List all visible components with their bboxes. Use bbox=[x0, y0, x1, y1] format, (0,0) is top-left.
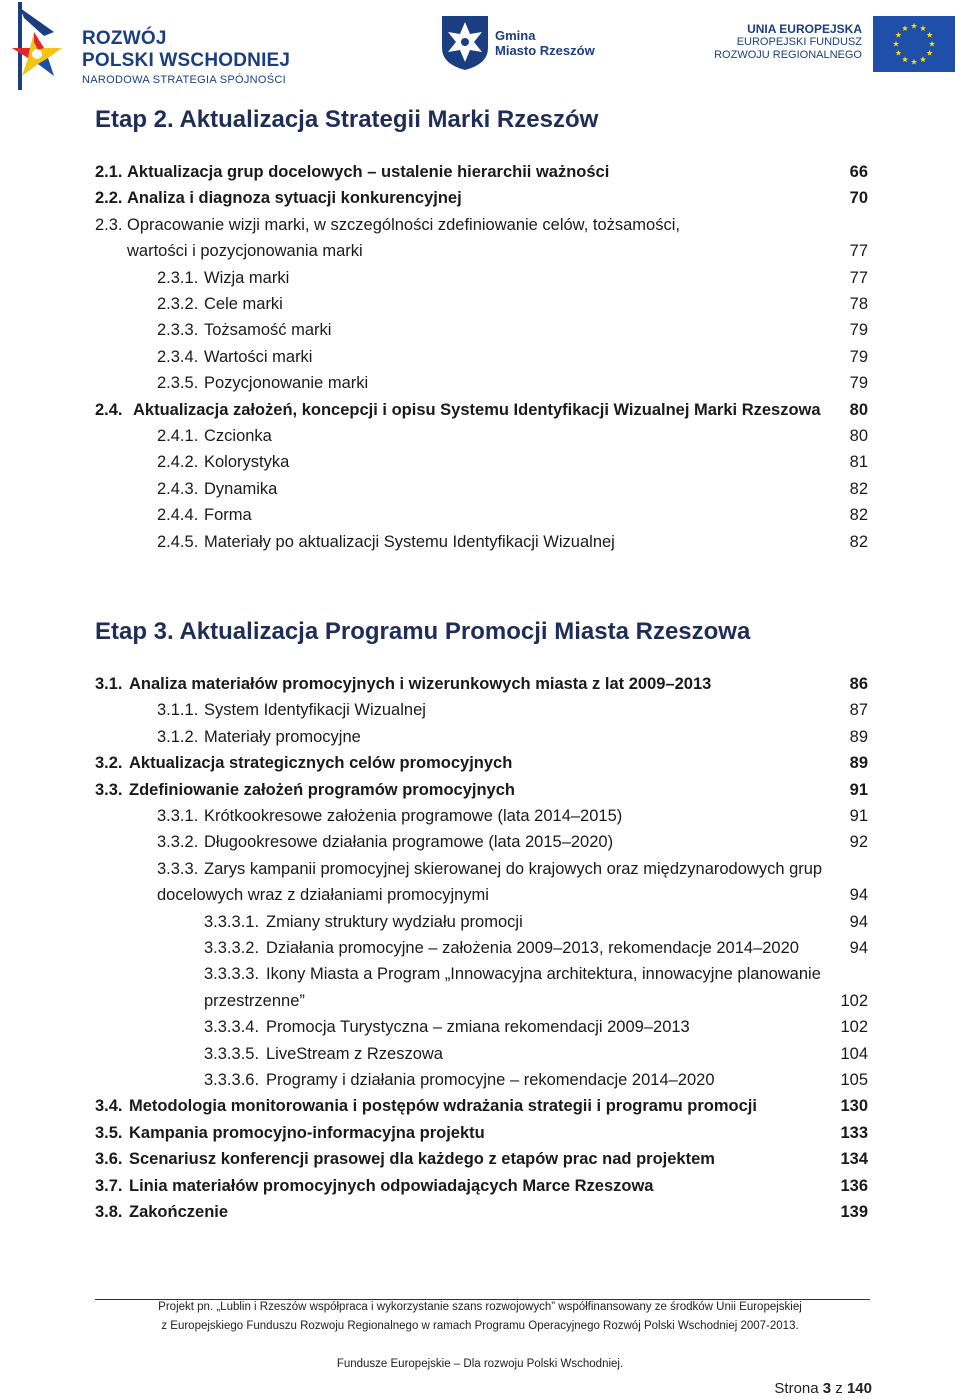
toc-entry[interactable] bbox=[0, 424, 960, 448]
page-number-prefix: Strona bbox=[774, 1380, 819, 1397]
toc-entry-page: 79 bbox=[849, 321, 868, 340]
toc-entry-page: 94 bbox=[849, 886, 868, 905]
toc-entry[interactable] bbox=[0, 450, 960, 474]
toc-entry-page: 77 bbox=[849, 242, 868, 261]
toc-entry-title: Dynamika bbox=[204, 479, 278, 498]
toc-entry[interactable] bbox=[0, 477, 960, 501]
toc-entry-number: 2.4. bbox=[95, 400, 123, 419]
toc-entry-page: 92 bbox=[849, 833, 868, 852]
toc-entry-number: 2.3.1. bbox=[157, 268, 199, 287]
toc-entry-page: 79 bbox=[849, 374, 868, 393]
toc-entry[interactable] bbox=[0, 371, 960, 395]
eu-logo-line2: EUROPEJSKI FUNDUSZ bbox=[736, 36, 862, 48]
toc-entry-page: 82 bbox=[849, 532, 868, 551]
toc-entry-page: 102 bbox=[840, 1018, 868, 1037]
toc-entry-number: 3.3.3. bbox=[157, 859, 199, 878]
toc-entry-number: 2.3.5. bbox=[157, 374, 199, 393]
section-title-etap3: Etap 3. Aktualizacja Programu Promocji Miasta Rzeszowa bbox=[95, 618, 751, 645]
toc-entry-title: Kolorystyka bbox=[204, 453, 290, 472]
toc-entry-page: 91 bbox=[849, 780, 868, 799]
toc-entry-number: 3.3.3.5. bbox=[204, 1044, 260, 1063]
toc-entry-title: docelowych wraz z działaniami promocyjnymi bbox=[157, 886, 489, 905]
toc-entry-number: 3.3.3.6. bbox=[204, 1071, 260, 1089]
toc-entry-number: 3.3. bbox=[95, 780, 123, 799]
gmina-logo-line2: Miasto Rzeszów bbox=[495, 43, 595, 58]
toc-entry-title: Programy i działania promocyjne – rekomendacje 2014–2020 bbox=[266, 1071, 715, 1089]
toc-entry[interactable] bbox=[0, 883, 960, 907]
page-header bbox=[0, 0, 960, 95]
cross-crest-icon bbox=[440, 14, 490, 72]
toc-entry-title: LiveStream z Rzeszowa bbox=[266, 1044, 443, 1063]
toc-entry[interactable] bbox=[0, 778, 960, 802]
toc-entry-title: Aktualizacja założeń, koncepcji i opisu Systemu Identyfikacji Wizualnej Marki Rzeszowa bbox=[133, 400, 821, 419]
toc-entry-number: 2.4.1. bbox=[157, 427, 199, 445]
rozwoj-logo-line1: ROZWÓJ bbox=[82, 28, 167, 49]
toc-entry[interactable] bbox=[0, 1174, 960, 1198]
toc-entry-page: 66 bbox=[849, 163, 868, 181]
toc-entry-number: 2.1. bbox=[95, 163, 123, 181]
toc-entry-title: Materiały promocyjne bbox=[204, 727, 361, 746]
toc-entry-number: 2.4.3. bbox=[157, 479, 199, 498]
toc-entry[interactable] bbox=[0, 989, 960, 1013]
toc-entry[interactable] bbox=[0, 962, 960, 986]
toc-entry[interactable] bbox=[0, 1068, 960, 1092]
toc-entry[interactable] bbox=[0, 160, 960, 184]
star-emblem-icon bbox=[4, 2, 66, 90]
toc-entry[interactable] bbox=[0, 266, 960, 290]
eu-logo-line3: ROZWOJU REGIONALNEGO bbox=[714, 49, 862, 61]
toc-entry-number: 3.1.1. bbox=[157, 701, 199, 720]
toc-entry-page: 80 bbox=[849, 427, 868, 445]
page-number-total: 140 bbox=[846, 1380, 872, 1397]
toc-entry-page: 136 bbox=[840, 1176, 868, 1195]
toc-entry-title: System Identyfikacji Wizualnej bbox=[204, 701, 426, 720]
toc-entry-title: Materiały po aktualizacji Systemu Identyfikacji Wizualnej bbox=[204, 532, 615, 551]
toc-entry-title: Zakończenie bbox=[129, 1203, 229, 1221]
toc-entry[interactable] bbox=[0, 292, 960, 316]
toc-entry-page: 82 bbox=[849, 506, 868, 525]
toc-entry-title: przestrzenne” bbox=[204, 991, 305, 1010]
toc-entry-number: 2.4.4. bbox=[157, 506, 199, 525]
toc-entry[interactable] bbox=[0, 751, 960, 775]
toc-entry-page: 80 bbox=[849, 400, 868, 419]
toc-entry-page: 78 bbox=[849, 295, 868, 313]
page-number bbox=[774, 1380, 872, 1397]
toc-entry[interactable] bbox=[0, 936, 960, 960]
toc-entry[interactable] bbox=[0, 345, 960, 369]
toc-entry[interactable] bbox=[0, 1042, 960, 1066]
toc-entry-number: 2.3.4. bbox=[157, 347, 199, 366]
toc-entry-number: 3.3.3.2. bbox=[204, 939, 260, 957]
toc-entry-title: Ikony Miasta a Program „Innowacyjna architektura, innowacyjne planowanie bbox=[266, 965, 821, 984]
toc-entry-title: Metodologia monitorowania i postępów wdrażania strategii i programu promocji bbox=[129, 1097, 757, 1116]
toc-entry[interactable] bbox=[0, 1200, 960, 1224]
toc-entry[interactable] bbox=[0, 830, 960, 854]
toc-entry[interactable] bbox=[0, 804, 960, 828]
toc-entry-number: 2.2. bbox=[95, 189, 123, 208]
toc-entry-number: 3.3.2. bbox=[157, 833, 199, 852]
toc-entry-title: Czcionka bbox=[204, 427, 272, 445]
toc-entry[interactable] bbox=[0, 1121, 960, 1145]
toc-entry-number: 2.3. bbox=[95, 215, 123, 234]
toc-entry[interactable] bbox=[0, 725, 960, 749]
toc-entry-title: Długookresowe działania programowe (lata 2015–2020) bbox=[204, 833, 614, 852]
toc-entry-title: Promocja Turystyczna – zmiana rekomendacji 2009–2013 bbox=[266, 1018, 690, 1037]
gmina-rzeszow-logo bbox=[440, 14, 610, 74]
section-title-etap2: Etap 2. Aktualizacja Strategii Marki Rzeszów bbox=[95, 106, 599, 133]
toc-entry-page: 105 bbox=[840, 1071, 868, 1089]
toc-entry[interactable] bbox=[0, 398, 960, 422]
toc-entry-page: 79 bbox=[849, 347, 868, 366]
page-number-sep: z bbox=[835, 1380, 843, 1397]
toc-entry-title: Scenariusz konferencji prasowej dla każdego z etapów prac nad projektem bbox=[129, 1150, 715, 1169]
footer-line3: Fundusze Europejskie – Dla rozwoju Polski Wschodniej. bbox=[336, 1358, 624, 1370]
toc-entry[interactable] bbox=[0, 530, 960, 554]
toc-entry-page: 77 bbox=[849, 268, 868, 287]
toc-entry-page: 87 bbox=[849, 701, 868, 720]
rozwoj-logo-line3: NARODOWA STRATEGIA SPÓJNOŚCI bbox=[82, 74, 286, 86]
rozwoj-polski-wschodniej-logo bbox=[4, 2, 304, 90]
toc-entry-title: Kampania promocyjno-informacyjna projektu bbox=[129, 1123, 485, 1142]
toc-entry-page: 86 bbox=[849, 675, 868, 693]
page-number-current: 3 bbox=[822, 1380, 832, 1397]
toc-entry-page: 89 bbox=[849, 754, 868, 773]
toc-entry-title: Aktualizacja grup docelowych – ustalenie hierarchii ważności bbox=[127, 163, 610, 181]
toc-entry[interactable] bbox=[0, 910, 960, 934]
toc-entry-title: Zmiany struktury wydziału promocji bbox=[266, 912, 523, 931]
toc-entry-title: Aktualizacja strategicznych celów promocyjnych bbox=[129, 754, 513, 773]
toc-entry-title: Tożsamość marki bbox=[204, 321, 332, 340]
gmina-logo-text bbox=[495, 28, 595, 58]
rozwoj-logo-line2: POLSKI WSCHODNIEJ bbox=[82, 50, 291, 71]
toc-entry-page: 91 bbox=[849, 807, 868, 825]
eu-logo-line1: UNIA EUROPEJSKA bbox=[747, 22, 862, 36]
toc-entry-number: 3.6. bbox=[95, 1150, 123, 1169]
toc-entry-title: wartości i pozycjonowania marki bbox=[127, 242, 363, 261]
toc-entry[interactable] bbox=[0, 1015, 960, 1039]
footer-line1: Projekt pn. „Lublin i Rzeszów współpraca i wykorzystanie szans rozwojowych” współfinansowany ze środków Unii Europejskiej bbox=[158, 1301, 802, 1313]
toc-entry-number: 3.1.2. bbox=[157, 727, 199, 746]
toc-entry[interactable] bbox=[0, 239, 960, 263]
toc-entry-page: 94 bbox=[849, 939, 868, 957]
gmina-logo-line1: Gmina bbox=[495, 28, 536, 43]
toc-entry-title: Linia materiałów promocyjnych odpowiadających Marce Rzeszowa bbox=[129, 1176, 654, 1195]
eu-logo-text bbox=[714, 23, 862, 62]
toc-entry-page: 139 bbox=[840, 1203, 868, 1221]
toc-entry[interactable] bbox=[0, 1094, 960, 1118]
eu-fund-logo bbox=[714, 16, 958, 74]
toc-entry-title: Działania promocyjne – założenia 2009–2013, rekomendacje 2014–2020 bbox=[266, 939, 799, 957]
toc-entry-title: Opracowanie wizji marki, w szczególności zdefiniowanie celów, tożsamości, bbox=[127, 215, 680, 234]
toc-entry-page: 134 bbox=[840, 1150, 868, 1169]
toc-entry-page: 70 bbox=[849, 189, 868, 208]
toc-entry-number: 3.1. bbox=[95, 675, 123, 693]
toc-entry-number: 3.3.3.4. bbox=[204, 1018, 260, 1037]
toc-entry-number: 2.3.3. bbox=[157, 321, 199, 340]
toc-entry[interactable] bbox=[0, 1147, 960, 1171]
toc-entry-title: Wartości marki bbox=[204, 347, 313, 366]
toc-entry[interactable] bbox=[0, 857, 960, 881]
toc-entry[interactable] bbox=[0, 503, 960, 527]
toc-entry-page: 89 bbox=[849, 727, 868, 746]
toc-entry-title: Analiza materiałów promocyjnych i wizerunkowych miasta z lat 2009–2013 bbox=[129, 675, 712, 693]
eu-flag-icon bbox=[873, 16, 955, 72]
toc-entry-number: 3.3.3.1. bbox=[204, 912, 260, 931]
toc-entry-page: 82 bbox=[849, 479, 868, 498]
toc-entry-title: Wizja marki bbox=[204, 268, 290, 287]
toc-entry-number: 2.3.2. bbox=[157, 295, 199, 313]
toc-entry-page: 133 bbox=[840, 1123, 868, 1142]
toc-entry-number: 2.4.2. bbox=[157, 453, 199, 472]
toc-entry-page: 130 bbox=[840, 1097, 868, 1116]
toc-entry-title: Zarys kampanii promocyjnej skierowanej do krajowych oraz międzynarodowych grup bbox=[204, 859, 823, 878]
footer-divider bbox=[95, 1299, 870, 1300]
toc-entry[interactable] bbox=[0, 186, 960, 210]
toc-entry[interactable] bbox=[0, 213, 960, 237]
rozwoj-logo-text bbox=[82, 28, 290, 87]
toc-entry-number: 3.7. bbox=[95, 1176, 123, 1195]
toc-entry-title: Pozycjonowanie marki bbox=[204, 374, 369, 393]
toc-entry-page: 81 bbox=[849, 453, 868, 472]
toc-entry-page: 102 bbox=[840, 991, 868, 1010]
toc-entry-page: 104 bbox=[840, 1044, 868, 1063]
toc-entry-title: Krótkookresowe założenia programowe (lata 2014–2015) bbox=[204, 807, 623, 825]
toc-entry-number: 3.2. bbox=[95, 754, 123, 773]
toc-entry[interactable] bbox=[0, 318, 960, 342]
toc-entry-page: 94 bbox=[849, 912, 868, 931]
toc-entry-number: 2.4.5. bbox=[157, 532, 199, 551]
toc-entry-title: Forma bbox=[204, 506, 252, 525]
toc-entry-number: 3.4. bbox=[95, 1097, 123, 1116]
toc-entry-number: 3.3.3.3. bbox=[204, 965, 260, 984]
toc-entry-number: 3.3.1. bbox=[157, 807, 199, 825]
toc-entry[interactable] bbox=[0, 672, 960, 696]
toc-entry-title: Cele marki bbox=[204, 295, 283, 313]
toc-entry[interactable] bbox=[0, 698, 960, 722]
footer-line2: z Europejskiego Funduszu Rozwoju Regionalnego w ramach Programu Operacyjnego Rozwój Polski Wschodniej 2007-2013. bbox=[161, 1320, 799, 1332]
toc-entry-number: 3.5. bbox=[95, 1123, 123, 1142]
toc-entry-number: 3.8. bbox=[95, 1203, 123, 1221]
toc-entry-title: Zdefiniowanie założeń programów promocyjnych bbox=[129, 780, 515, 799]
toc-entry-title: Analiza i diagnoza sytuacji konkurencyjnej bbox=[127, 189, 462, 208]
